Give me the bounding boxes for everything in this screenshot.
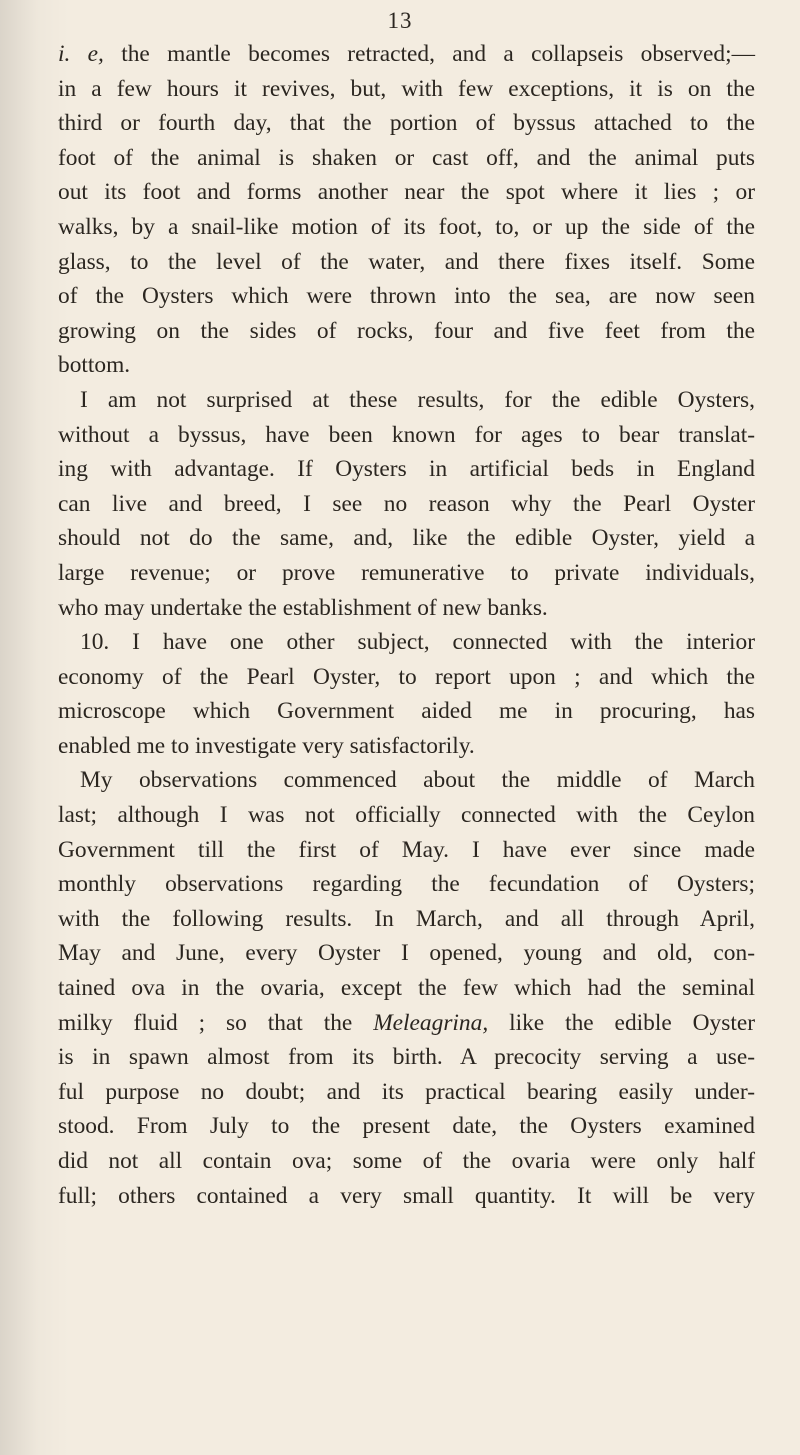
italic-text: Meleagrina, [373, 1009, 489, 1036]
text-run: last; although I was not officially connected with the Ceylon [58, 802, 755, 829]
text-run: did not all contain ova; some of the ovaria were only half [58, 1148, 755, 1174]
text-run: in a few hours it revives, but, with few exceptions, it is on the [58, 75, 755, 102]
text-run: enabled me to investigate very satisfactorily. [58, 732, 475, 759]
text-run: third or fourth day, that the portion of byssus attached to the [58, 110, 755, 137]
text-line [58, 763, 755, 798]
text-line [58, 1040, 755, 1075]
text-run: should not do the same, and, like the edible Oyster, yield a [58, 525, 755, 552]
body-text [58, 37, 755, 1213]
text-line [58, 1179, 755, 1214]
text-line [58, 936, 755, 971]
text-run: like the edible Oyster [488, 1009, 755, 1036]
text-line [58, 175, 755, 210]
text-run: bottom. [58, 352, 131, 379]
text-run: can live and breed, I see no reason why the Pearl Oyster [58, 490, 755, 517]
text-run: the mantle becomes retracted, and a collapseis observed;— [103, 41, 755, 67]
text-run: growing on the sides of rocks, four and five feet from the [58, 317, 755, 344]
text-line [58, 37, 755, 72]
text-run: large revenue; or prove remunerative to private individuals, [58, 559, 755, 586]
text-line [58, 902, 755, 937]
text-run: milky fluid ; so that the [58, 1009, 374, 1036]
text-line [58, 833, 755, 868]
italic-text: i. e, [58, 41, 104, 67]
text-run: tained ova in the ovaria, except the few which had the seminal [58, 975, 755, 1002]
text-line [58, 556, 755, 591]
text-line [58, 452, 755, 487]
text-run: glass, to the level of the water, and there fixes itself. Some [58, 248, 755, 275]
text-line [58, 245, 755, 280]
text-run: foot of the animal is shaken or cast off, and the animal puts [58, 144, 755, 171]
text-run: May and June, every Oyster I opened, young and old, con- [58, 940, 755, 967]
text-run: with the following results. In March, and all through April, [58, 905, 755, 932]
page-number: 13 [387, 8, 413, 33]
text-run: monthly observations regarding the fecundation of Oysters; [58, 871, 755, 898]
text-line [58, 279, 755, 314]
text-line [58, 348, 755, 383]
text-line [58, 72, 755, 107]
text-line [58, 210, 755, 245]
text-run: walks, by a snail-like motion of its foot, to, or up the side of the [58, 213, 755, 240]
text-line [58, 625, 755, 660]
text-run: is in spawn almost from its birth. A precocity serving a use- [58, 1044, 755, 1071]
text-run: ful purpose no doubt; and its practical bearing easily under- [58, 1078, 755, 1105]
text-run: economy of the Pearl Oyster, to report upon ; and which the [58, 663, 755, 690]
text-line [58, 1109, 755, 1144]
text-run: who may undertake the establishment of new banks. [58, 594, 548, 621]
text-run: microscope which Government aided me in procuring, has [58, 698, 755, 725]
text-line [58, 383, 755, 418]
text-line [58, 106, 755, 141]
text-run: stood. From July to the present date, the Oysters examined [58, 1113, 755, 1140]
text-line [58, 1006, 755, 1041]
text-line [58, 141, 755, 176]
text-run: I am not surprised at these results, for the edible Oysters, [80, 386, 755, 413]
text-line [58, 314, 755, 349]
text-run: Government till the first of May. I have ever since made [58, 836, 755, 863]
text-line [58, 798, 755, 833]
text-run: My observations commenced about the middle of March [80, 767, 755, 794]
text-line [58, 591, 755, 626]
text-run: out its foot and forms another near the spot where it lies ; or [58, 179, 755, 206]
text-run: 10. I have one other subject, connected with the interior [80, 629, 755, 656]
text-line [58, 418, 755, 453]
text-line [58, 521, 755, 556]
text-run: of the Oysters which were thrown into the sea, are now seen [58, 283, 755, 310]
text-line [58, 1075, 755, 1110]
text-line [58, 971, 755, 1006]
text-run: full; others contained a very small quantity. It will be very [58, 1182, 755, 1209]
text-line [58, 660, 755, 695]
text-run: without a byssus, have been known for ages to bear translat- [58, 421, 755, 448]
text-line [58, 1144, 755, 1179]
text-line [58, 729, 755, 764]
text-line [58, 867, 755, 902]
text-run: ing with advantage. If Oysters in artificial beds in England [58, 456, 755, 483]
text-line [58, 694, 755, 729]
text-line [58, 487, 755, 522]
